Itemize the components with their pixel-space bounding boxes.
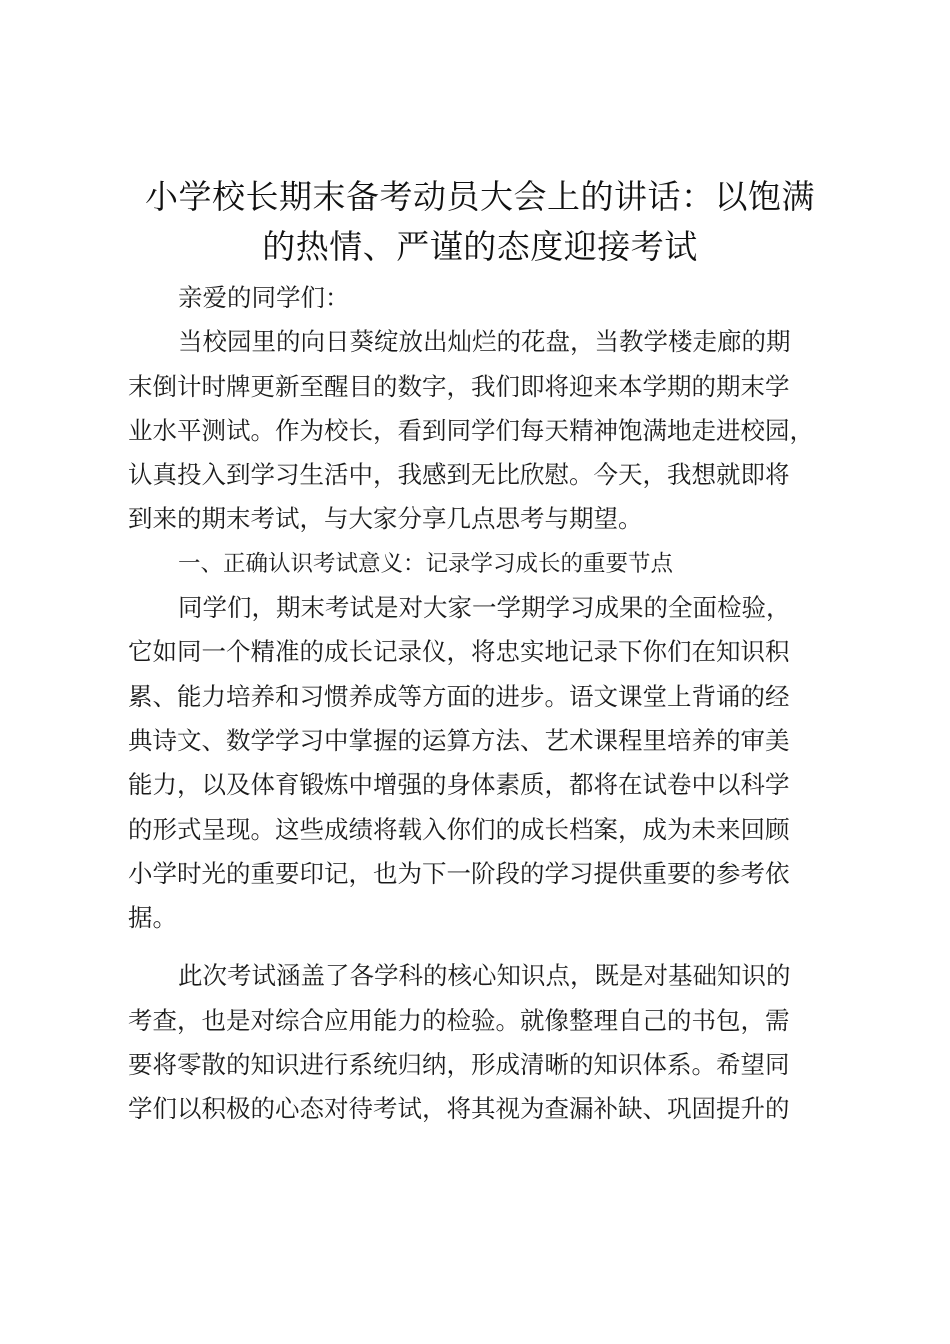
paragraph-1 [128,320,832,541]
paragraph-line: 业水平测试。作为校长，看到同学们每天精神饱满地走进校园， [128,415,814,445]
document-body [128,276,832,1132]
paragraph-line: 考查，也是对综合应用能力的检验。就像整理自己的书包，需 [128,1005,790,1035]
paragraph-line: 的形式呈现。这些成绩将载入你们的成长档案，成为未来回顾 [128,814,790,844]
paragraph-line: 典诗文、数学学习中掌握的运算方法、艺术课程里培养的审美 [128,725,790,755]
paragraph-line: 末倒计时牌更新至醒目的数字，我们即将迎来本学期的期末学 [128,371,790,401]
paragraph-line: 小学时光的重要印记，也为下一阶段的学习提供重要的参考依 [128,858,790,888]
paragraph-line: 认真投入到学习生活中，我感到无比欣慰。今天，我想就即将 [128,460,790,490]
paragraph-2 [128,586,832,940]
document-title [110,172,850,272]
paragraph-3 [128,954,832,1131]
title-line-2: 的热情、严谨的态度迎接考试 [262,227,698,266]
paragraph-line: 它如同一个精准的成长记录仪，将忠实地记录下你们在知识积 [128,637,790,667]
paragraph-line: 到来的期末考试，与大家分享几点思考与期望。 [128,504,643,534]
paragraph-line: 累、能力培养和习惯养成等方面的进步。语文课堂上背诵的经 [128,681,790,711]
section-heading: 一、正确认识考试意义：记录学习成长的重要节点 [178,550,674,577]
paragraph-line: 此次考试涵盖了各学科的核心知识点，既是对基础知识的 [178,961,791,991]
paragraph-line: 要将零散的知识进行系统归纳，形成清晰的知识体系。希望同 [128,1050,790,1080]
paragraph-gap [128,940,832,954]
paragraph-line: 据。 [128,903,177,933]
paragraph-line: 同学们，期末考试是对大家一学期学习成果的全面检验， [178,593,791,623]
paragraph-line: 当校园里的向日葵绽放出灿烂的花盘，当教学楼走廊的期 [178,327,791,357]
greeting: 亲爱的同学们： [178,283,350,312]
paragraph-line: 能力，以及体育锻炼中增强的身体素质，都将在试卷中以科学 [128,770,790,800]
paragraph-line: 学们以积极的心态对待考试，将其视为查漏补缺、巩固提升的 [128,1094,790,1124]
title-line-1: 小学校长期末备考动员大会上的讲话：以饱满 [145,177,815,216]
